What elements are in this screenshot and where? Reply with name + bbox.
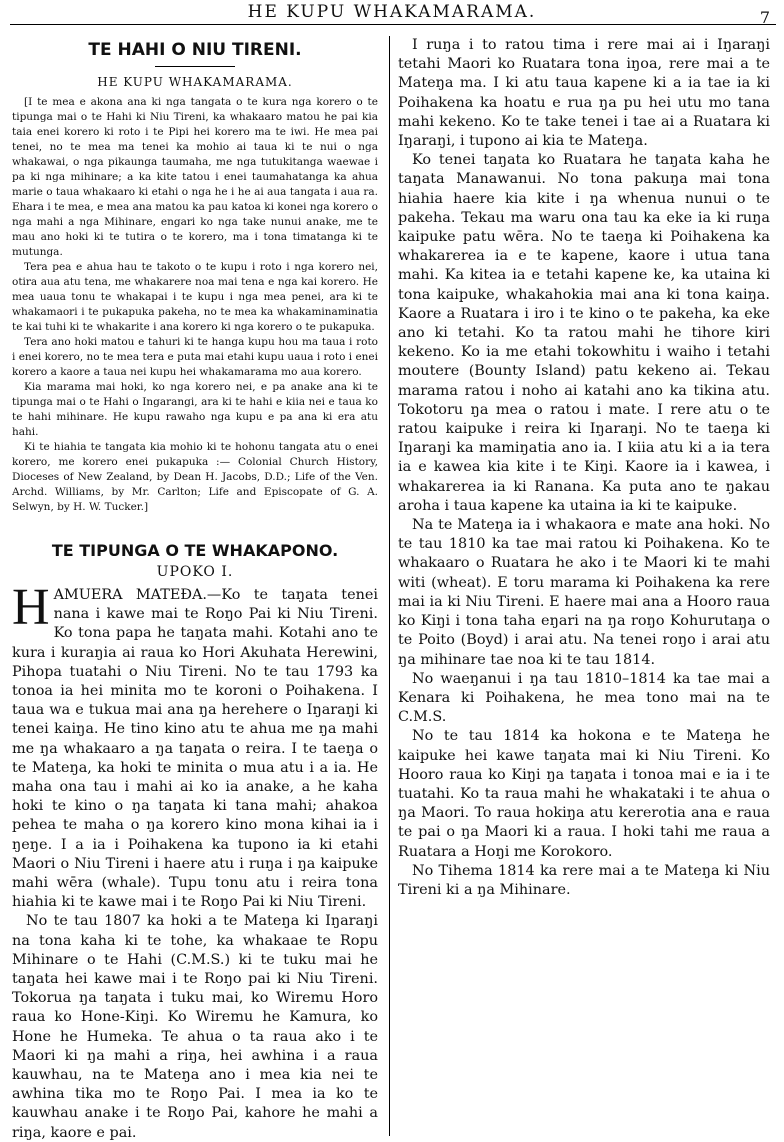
- paragraph: [I te mea e akona ana ki nga tangata o te kura nga korero o te tipunga mai o te Hahi ki Niu Tireni, ka whakaaro matou he pai kia taia enei korero ki roto i te Pipi hei korero ma te iwi. He mea pai tenei, no te mea ma tenei ka mohio ai taua ki te nui o nga whakawai, o nga pikaunga taumaha, me nga tutukitanga waewae i pa ki nga mihinare; a ka kite tatou i enei taumahatanga ka ahua marie o taua whakaaro ki etahi o nga he i he ai aua tangata i aua ra. Ehara i te mea, e mea ana matou ka pau katoa ki konei nga korero o nga mahi a nga Mihinare, engari ko nga take nunui anake, me te mau ano hoki ki te tutira o te korero, ma i tona timatanga ki te mutunga.: [12, 96, 378, 258]
- paragraph: No te tau 1814 ka hokona e te Mateŋa he kaipuke hei kawe taŋata mai ki Niu Tireni. Ko Hooro raua ko Kiŋi ŋa taŋata i tonoa mai e ia i te tuatahi. Ko ta raua mahi he whakataki i te ahua o ŋa Maori. To raua hokiŋa atu kererotia ana e raua te pai o ŋa Maori ki a raua. I hoki tahi me raua a Ruatara a Hoŋi me Korokoro.: [398, 728, 770, 860]
- page-number: 7: [759, 8, 770, 27]
- paragraph: Kia marama mai hoki, ko nga korero nei, e pa anake ana ki te tipunga mai o te Hahi o Ingarangi, ara ki te hahi e kiia nei e taua ko te hahi mihinare. He kupu rawaho nga kupu e pa ana ki era atu hahi.: [12, 381, 378, 438]
- running-title: HE KUPU WHAKAMARAMA.: [247, 2, 537, 22]
- paragraph: No Tihema 1814 ka rere mai a te Mateŋa ki Niu Tireni ki a ŋa Mihinare.: [398, 862, 770, 898]
- right-column: [398, 36, 770, 1140]
- paragraph: Tera ano hoki matou e tahuri ki te hanga kupu hou ma taua i roto i enei korero, no te mea tera e puta mai etahi kupu uaua i roto i enei korero a kaore a taua nei kupu hei whakamarama mo aua korero.: [12, 336, 378, 378]
- chapter-number: UPOKO I.: [156, 564, 234, 580]
- section-title: TE HAHI O NIU TIRENI.: [88, 40, 302, 60]
- paragraph: No waeŋanui i ŋa tau 1810–1814 ka tae mai a Kenara ki Poihakena, he mea tono mai na te C.M.S.: [398, 670, 770, 726]
- section-spacer: [12, 515, 378, 537]
- paragraph: Ki te hiahia te tangata kia mohio ki te hohonu tangata atu o enei korero, me korero enei pukapuka :— Colonial Church History, Dioceses of New Zealand, by Dean H. Jacobs, D.D.; Life of the Ven. Archd. Williams, by Mr. Carlton; Life and Episcopate of G. A. Selwyn, by H. W. Tucker.]: [12, 441, 378, 513]
- chapter-text-left: [12, 579, 378, 1140]
- section-subtitle: HE KUPU WHAKAMARAMA.: [97, 75, 293, 89]
- column-divider: [389, 36, 390, 1136]
- paragraph: Na te Mateŋa ia i whakaora e mate ana hoki. No te tau 1810 ka tae mai ratou ki Poihakena. Ko te whakaaro o Ruatara he ako i te Maori ki te mahi witi (wheat). E toru marama ki Poihakena ka rere mai ia ki Niu Tireni. E haere mai ana a Hooro raua ko Kiŋi i tona taha eŋari na ŋa roŋo Kohurutaŋa o te Poito (Boyd) i arai atu. Na tenei roŋo i arai atu ŋa mihinare tae noa ki te tau 1814.: [398, 517, 770, 668]
- paragraph: Tera pea e ahua hau te takoto o te kupu i roto i nga korero nei, otira aua atu tena, me whakarere noa mai tena e nga kai korero. He mea uaua tonu te whakapai i te kupu i nga mea penei, ara ki te whakamaori i te pukapuka pakeha, no te mea ka whakaminaminatia te kai tuhi ki te whakarite i ana korero ki nga korero o te pukapuka.: [12, 261, 378, 333]
- left-column: [12, 36, 378, 1140]
- chapter-heading: TE TIPUNGA O TE WHAKAPONO.: [51, 541, 339, 560]
- paragraph: Ko tenei taŋata ko Ruatara he taŋata kaha he taŋata Manawanui. No tona pakuŋa mai tona hiahia haere kia kite i ŋa whenua nunui o te pakeha. Tekau ma waru ona tau ka eke ia ki ruŋa kaipuke patu wēra. No te taeŋa ki Poihakena ka whakarerea ia e te kapene, kaore i utua tana mahi. Ka kitea ia e tetahi kapene ke, ka utaina ki tona kaipuke, whakahokia mai ana ki tona kaiŋa. Kaore a Ruatara i iro i te kino o te pakeha, ka eke ano ki tetahi. Ko ta ratou mahi he tihore kiri kekeno. Ko ia me etahi tokowhitu i waiho i tetahi moutere (Bounty Island) patu kekeno ai. Tekau marama ratou i noho ai katahi ano ka tikina atu. Tokotoru ŋa mea o ratou i mate. I rere atu o te ratou kaipuke i reira ki Iŋaraŋi. No te taeŋa ki Iŋaraŋi ka mamiŋatia ano ia. I kiia atu ki a ia tera ia e kawea kia kite i te Kiŋi. Kaore ia i kawea, i whakarerea ia ki Ranana. Ka puta ano te ŋakau aroha i taua kapene ka utaina ia ki te kaipuke.: [398, 152, 770, 514]
- paragraph-text: AMUERA MATEƉA.—Ko te taŋata tenei nana i kawe mai te Roŋo Pai ki Niu Tireni. Ko tona papa he taŋata mahi. Kotahi ano te kura i kuraŋia ai raua ko Hori Akuhata Herewini, Pihopa tuatahi o Niu Tireni. No te tau 1793 ka tonoa ia hei minita mo te koroni o Poihakena. I taua wa e tukua mai ana ŋa herehere o Iŋaraŋi ki tenei kaiŋa. He tino kino atu te ahua me ŋa mahi me ŋa whakaaro a ŋa taŋata o reira. I te taeŋa o te Mateŋa, ka hoki te minita o mua atu i a ia. He maha ona tau i mahi ai ko ia anake, a he kaha hoki te kino o ŋa taŋata ki tana mahi; ahakoa pehea te maha o ŋa korero kino mona kihai ia i ŋeŋe. I a ia i Poihakena ka tupono ia ki etahi Maori o Niu Tireni i haere atu i ruŋa i ŋa kaipuke mahi wēra (whale). Tupu tonu atu i reira tona hiahia ki te kawe mai i te Roŋo Pai ki Niu Tireni.: [12, 587, 378, 911]
- preface-text: [12, 95, 378, 515]
- drop-cap: H: [12, 579, 50, 636]
- paragraph: [12, 579, 378, 912]
- header-rule: [10, 24, 776, 25]
- paragraph: No te tau 1807 ka hoki a te Mateŋa ki Iŋaraŋi na tona kaha ki te tohe, ka whakaae te Ropu Mihinare o te Hahi (C.M.S.) ki te tuku mai he taŋata hei kawe mai i te Roŋo pai ki Niu Tireni. Tokorua ŋa taŋata i tuku mai, ko Wiremu Horo raua ko Hone-Kiŋi. Ko Wiremu he Kamura, ko Hone he Humeka. Te ahua o ta raua ako i te Maori ki ŋa mahi a riŋa, hei awhina i a raua kauwhau, na te Mateŋa ano i mea kia nei te awhina tika mo te Roŋo Pai. I mea ia ko te kauwhau anake i te Roŋo Pai, kahore he mahi a riŋa, kaore e pai.: [12, 913, 378, 1140]
- title-rule: [155, 66, 235, 67]
- paragraph: I ruŋa i to ratou tima i rere mai ai i Iŋaraŋi tetahi Maori ko Ruatara tona iŋoa, rere mai a te Mateŋa ma. I ki atu taua kapene ki a ia tae ia ki Poihakena ka hoatu e rua ŋa pu hei utu mo tana mahi kekeno. Ko te take tenei i tae ai a Ruatara ki Iŋaraŋi, i tupono ai kia te Mateŋa.: [398, 37, 770, 150]
